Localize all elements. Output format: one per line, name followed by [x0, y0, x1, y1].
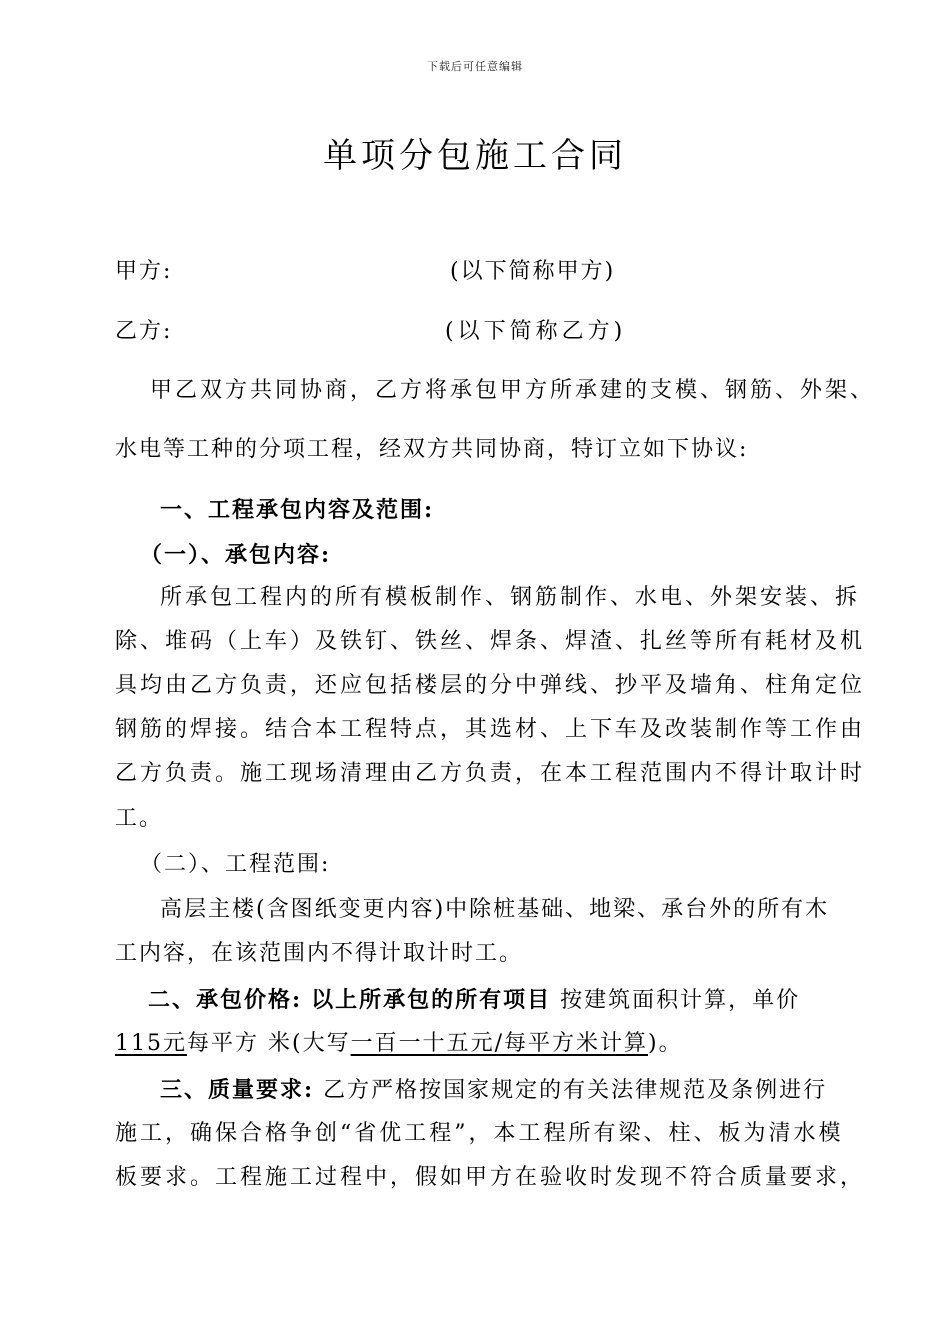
- scope-line-2: 工内容，在该范围内不得计取计时工。: [115, 941, 524, 966]
- section3-line-1: [160, 1075, 827, 1106]
- intro-line-1: 甲乙双方共同协商，乙方将承包甲方所承建的支模、钢筋、外架、: [150, 378, 876, 403]
- section3-text-1: 乙方严格按国家规定的有关法律规范及条例进行: [323, 1078, 828, 1103]
- section2-heading: 二、承包价格:: [148, 987, 303, 1013]
- price-unit: 每平方 米(大写: [187, 1031, 351, 1056]
- section2-line-2: [115, 1029, 683, 1059]
- party-a-note: (以下简称甲方): [450, 259, 616, 284]
- price-words: 一百一十五元/每平方米计算: [350, 1031, 648, 1056]
- section1-sub1-heading: （一）、承包内容:: [140, 542, 332, 568]
- content-line-3: 具均由乙方负责，还应包括楼层的分中弹线、抄平及墙角、柱角定位: [115, 673, 866, 698]
- party-b-label: 乙方:: [115, 319, 173, 344]
- content-line-4: 钢筋的焊接。结合本工程特点，其选材、上下车及改装制作等工作由: [115, 717, 866, 742]
- content-line-2: 除、堆码（上车）及铁钉、铁丝、焊条、焊渣、扎丝等所有耗材及机: [115, 629, 866, 654]
- price-close: )。: [648, 1031, 683, 1056]
- party-b-note: (以下简称乙方): [445, 319, 627, 344]
- section1-sub2-heading: （二）、工程范围:: [140, 852, 331, 877]
- section1-heading: 一、工程承包内容及范围:: [160, 497, 435, 523]
- price-value: 115元: [115, 1031, 187, 1056]
- section3-line-2: 施工，确保合格争创“省优工程”，本工程所有梁、柱、板为清水模: [115, 1121, 844, 1146]
- section2-bold-text: 以上所承包的所有项目: [311, 987, 552, 1013]
- scope-line-1: 高层主楼(含图纸变更内容)中除桩基础、地梁、承台外的所有木: [160, 897, 830, 922]
- party-a-label: 甲方:: [115, 259, 173, 284]
- content-line-6: 工。: [115, 806, 164, 831]
- section3-heading: 三、质量要求:: [160, 1077, 315, 1103]
- content-line-5: 乙方负责。施工现场清理由乙方负责，在本工程范围内不得计取计时: [115, 761, 866, 786]
- content-line-1: 所承包工程内的所有模板制作、钢筋制作、水电、外架安装、拆: [160, 585, 861, 610]
- section2-text: 按建筑面积计算，单价: [560, 988, 801, 1013]
- section3-line-3: 板要求。工程施工过程中，假如甲方在验收时发现不符合质量要求，: [115, 1165, 866, 1190]
- section2-line-1: [148, 985, 800, 1016]
- document-title: 单项分包施工合同: [323, 136, 627, 176]
- header-note: 下载后可任意编辑: [427, 60, 523, 73]
- intro-line-2: 水电等工种的分项工程，经双方共同协商，特订立如下协议:: [115, 437, 749, 462]
